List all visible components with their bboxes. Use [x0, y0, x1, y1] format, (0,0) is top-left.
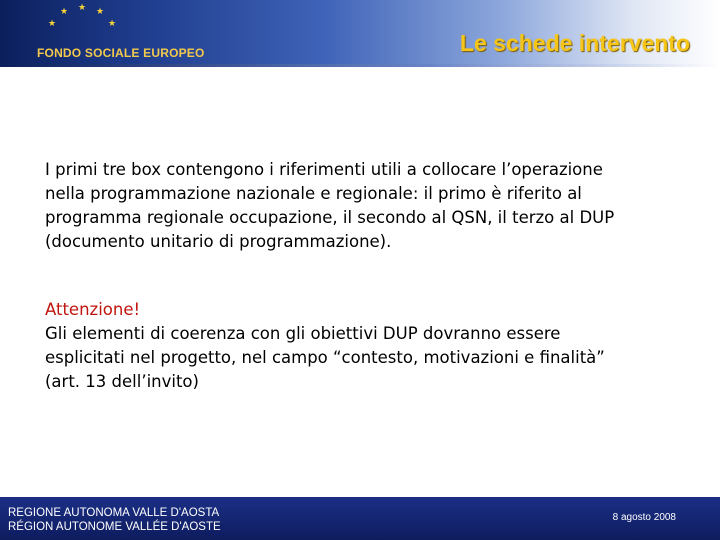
intro-paragraph: I primi tre box contengono i riferimenti utili a collocare l’operazione nella programmazione nazionale e regionale: il primo è riferito al programma regionale occupazione, il secondo al QSN, il terzo al DUP (documento unitario di programmazione).	[45, 160, 615, 251]
attention-label: Attenzione!	[45, 300, 141, 319]
footer-band	[0, 497, 720, 540]
footer-region-it: REGIONE AUTONOMA VALLE D'AOSTA	[8, 507, 220, 519]
attention-block	[45, 298, 645, 394]
slide-title: Le schede intervento	[459, 30, 690, 56]
footer-date: 8 agosto 2008	[612, 512, 676, 523]
program-label: FONDO SOCIALE EUROPEO	[37, 46, 205, 60]
header-band: ★ ★ ★ ★ ★ FONDO SOCIALE EUROPEO Le schede intervento	[0, 0, 720, 67]
footer-region-fr: RÉGION AUTONOME VALLÉE D'AOSTE	[8, 521, 221, 533]
attention-text: Gli elementi di coerenza con gli obiettivi DUP dovranno essere esplicitati nel progetto, nel campo “contesto, motivazioni e finalità” (art. 13 dell’invito)	[45, 324, 605, 391]
footer-region	[8, 506, 221, 534]
